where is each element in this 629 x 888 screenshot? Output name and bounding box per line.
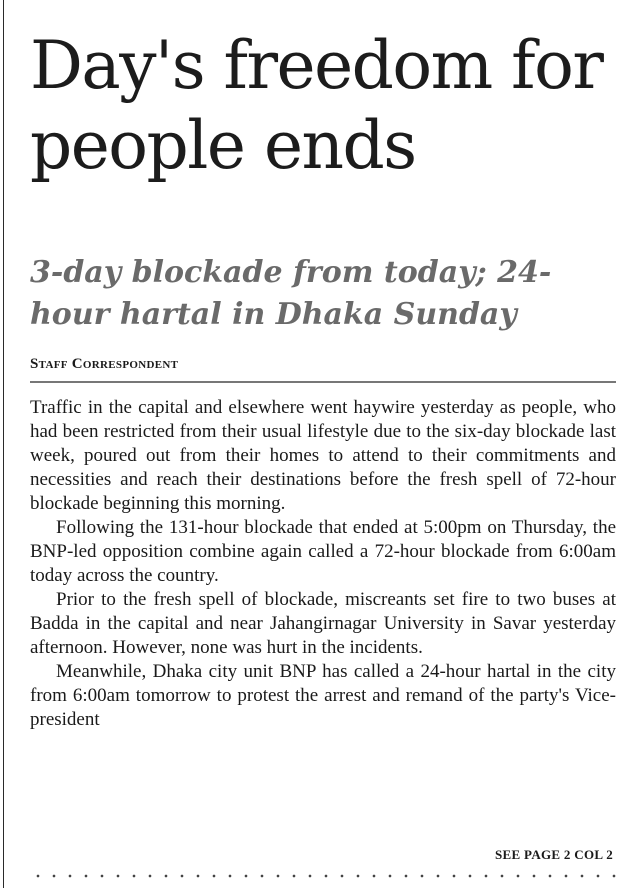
- paragraph-1: Traffic in the capital and elsewhere went haywire yesterday as people, who had been restricted from their usual lifestyle due to the six-day blockade last week, poured out from their homes to attend to their commitments and necessities and reach their destinations before the fresh spell of 72-hour blockade beginning this morning.: [30, 397, 616, 514]
- paragraph-2: Following the 131-hour blockade that ended at 5:00pm on Thursday, the BNP-led opposition combine again called a 72-hour blockade from 6:00am today across the country.: [30, 517, 616, 586]
- continuation-link[interactable]: SEE PAGE 2 COL 2: [495, 847, 613, 862]
- dotted-divider: [30, 872, 616, 880]
- article-body: [30, 396, 616, 732]
- byline-divider: [30, 381, 616, 383]
- paragraph-4: Meanwhile, Dhaka city unit BNP has called a 24-hour hartal in the city from 6:00am tomorrow to protest the arrest and remand of the party's Vice-president: [30, 661, 616, 730]
- paragraph-3: Prior to the fresh spell of blockade, miscreants set fire to two buses at Badda in the capital and near Jahangirnagar University in Savar yesterday afternoon. However, none was hurt in the incidents.: [30, 589, 616, 658]
- byline: Staff Correspondent: [30, 356, 179, 372]
- column-rule: [3, 0, 4, 888]
- subheadline: 3-day blockade from today; 24-hour hartal in Dhaka Sunday: [30, 255, 552, 332]
- headline: Day's freedom for people ends: [30, 27, 603, 184]
